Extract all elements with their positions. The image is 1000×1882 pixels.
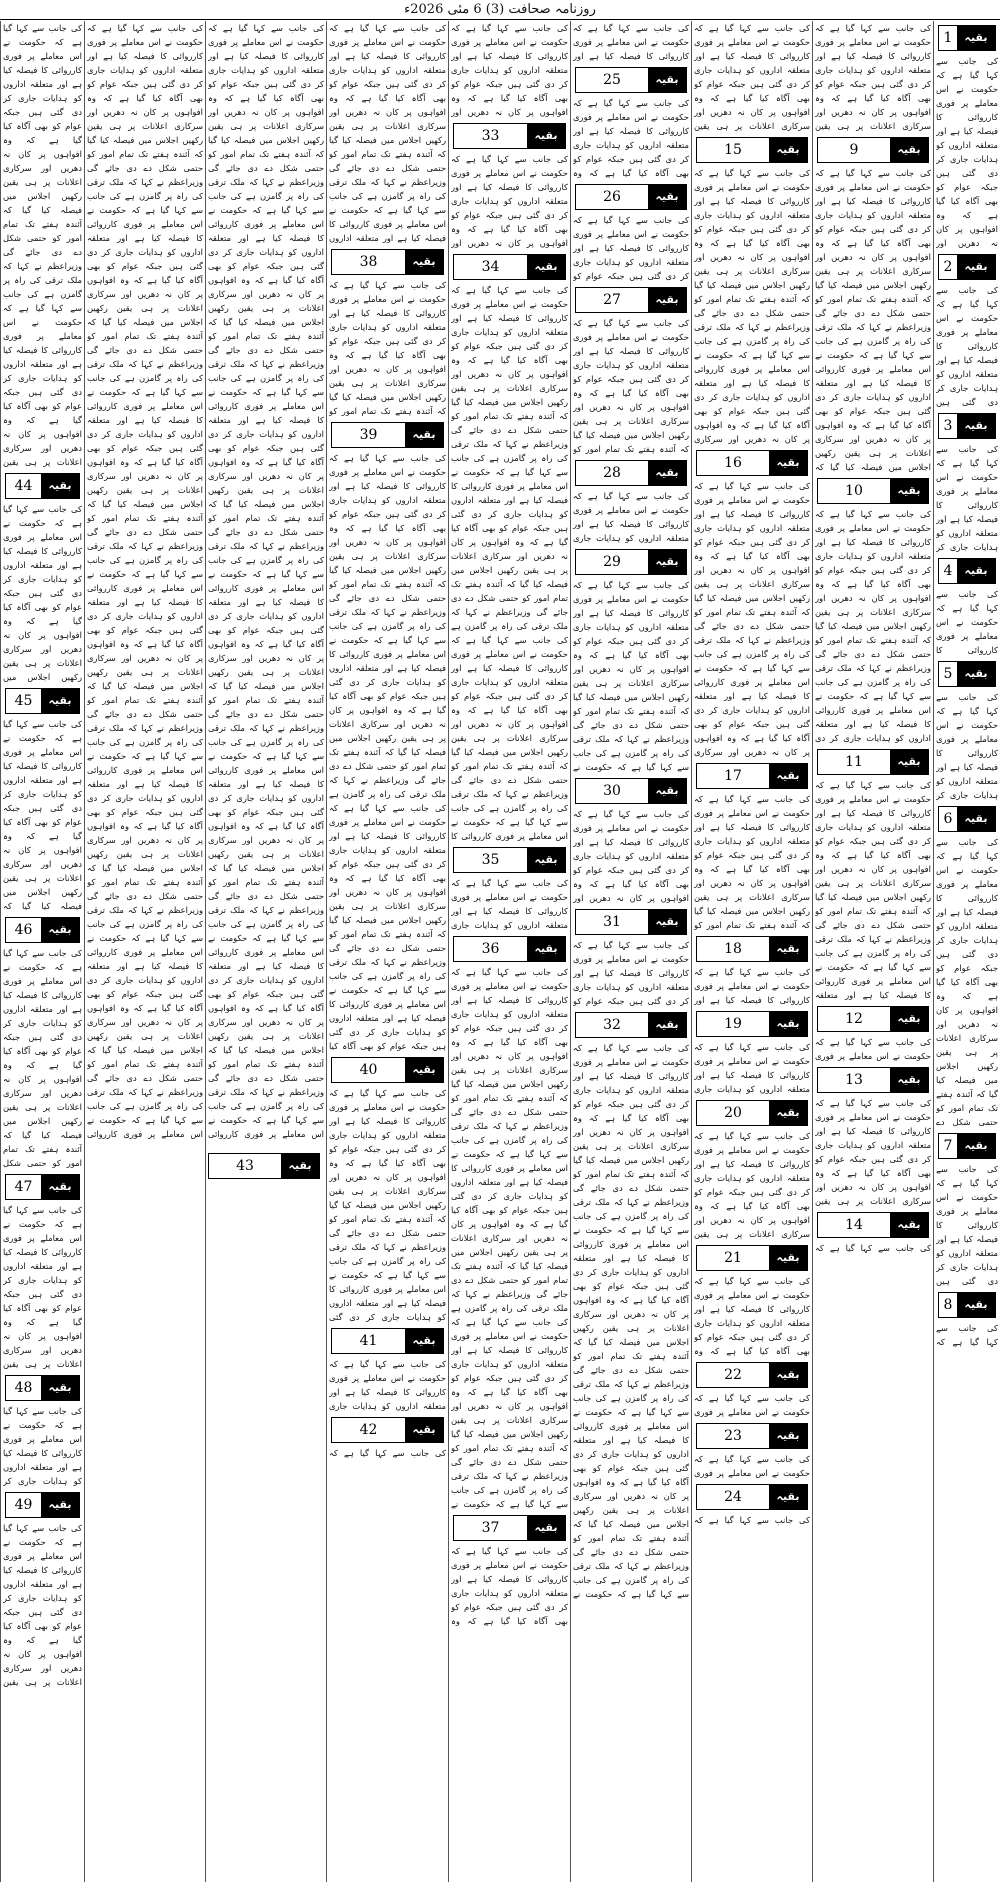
continuation-number: 3 [943,418,953,434]
continuation-tag [938,1292,996,1318]
continuation-tag [5,917,80,943]
continuation-number: 48 [14,1380,33,1396]
continuation-number: 7 [943,1138,953,1154]
article-text: کی جانب سے کہا گیا ہے کہ حکومت نے اس معاملے پر فوری کارروائی کا فیصلہ کیا ہے اور متعلقہ اداروں کو ہدایات جاری کر دی گئی ہیں جبکہ عوام کو بھی آگاہ کیا گیا ہے کہ وہ افواہوں پر کان نہ دھریں اور [936,56,998,248]
continuation-number: 24 [724,1489,742,1505]
article-text: کی جانب سے کہا گیا ہے کہ حکومت نے اس معاملے پر فوری کارروائی کا فیصلہ کیا ہے اور متعلقہ اداروں کو ہدایات جاری کر دی گئی ہیں جبکہ عوام کو بھی آگاہ کیا گیا ہے کہ وہ افواہوں پر کان نہ دھریں اور سرکاری اعلانات پر ہی یقین رکھیں اجلاس میں فیصلہ کیا گیا کہ آئندہ ہفتے تک تمام امور کو حتمی شکل دے دی جائے گی وزیراعظم نے کہا کہ ملک ترقی کی راہ پر گامزن ہے کی جانب سے کہا گیا ہے کہ حکومت نے اس معاملے پر فوری کارروائی کا فیصلہ کیا ہے اور متعلقہ اداروں کو ہدایات جاری کر دی گئی ہیں جبکہ عوام کو بھی آگاہ کیا گیا ہے کہ وہ افواہوں پر کان نہ دھریں اور سرکاری [694,481,810,757]
article-text: کی جانب سے کہا گیا ہے کہ حکومت نے اس معاملے پر فوری کارروائی کا فیصلہ کیا ہے اور متعلقہ اداروں کو ہدایات جاری کر دی گئی ہیں جبکہ عوام کو بھی آگاہ کیا گیا ہے کہ وہ افواہوں پر کان نہ دھریں اور [573,809,689,903]
continuation-tag [5,1174,80,1200]
continuation-tag [453,123,566,149]
continuation-label: بقیہ [957,255,995,279]
continuation-label: بقیہ [527,937,565,961]
continuation-number: 26 [603,189,621,205]
continuation-block-6 [936,802,998,1129]
continuation-label: بقیہ [890,138,928,162]
continuation-label: بقیہ [890,1007,928,1031]
continuation-number: 43 [236,1158,254,1174]
continuation-label: بقیہ [769,138,807,162]
continuation-label: بقیہ [957,26,995,50]
article-text: کی جانب سے کہا گیا ہے کہ حکومت نے اس معاملے پر فوری کارروائی کا فیصلہ کیا ہے اور متعلقہ اداروں کو ہدایات جاری کر دی گئی ہیں جبکہ عوام کو بھی آگاہ کیا گیا ہے کہ وہ افواہوں پر کان نہ دھریں اور سرکاری اعلانات پر ہی یقین رکھیں اجلاس میں فیصلہ کیا گیا کہ [3,719,82,911]
article-text: کی جانب سے کہا گیا ہے کہ حکومت نے اس معاملے پر فوری کارروائی کا [936,589,998,655]
continuation-tag [696,1362,808,1388]
continuation-label: بقیہ [769,451,807,475]
article-text: کی جانب سے کہا گیا ہے کہ حکومت نے اس معاملے پر فوری کارروائی کا فیصلہ کیا ہے اور متعلقہ اداروں کو ہدایات جاری کر دی گئی ہیں جبکہ عوام کو بھی آگاہ کیا گیا ہے کہ وہ افواہوں پر کان نہ دھریں اور سرکاری اعلانات پر ہی یقین رکھیں اجلاس میں فیصلہ کیا گیا کہ آئندہ ہفتے تک تمام امور کو حتمی شکل دے دی جائے گی وزیراعظم نے کہا کہ ملک ترقی کی راہ پر گامزن ہے کی جانب سے کہا گیا ہے کہ حکومت نے اس معاملے پر فوری کارروائی کا فیصلہ کیا ہے اور متعلقہ اداروں کو ہدایات جاری کر دی [815,509,931,743]
article-text: کی جانب سے کہا گیا ہے کہ حکومت نے اس معاملے پر فوری کارروائی کا فیصلہ کیا ہے اور متعلقہ اداروں کو ہدایات جاری کر دی گئی ہیں جبکہ عوام کو بھی آگاہ کیا گیا ہے کہ وہ افواہوں پر کان نہ دھریں اور [451,23,568,117]
continuation-tag [575,287,687,313]
continuation-label: بقیہ [890,750,928,774]
article-text: کی جانب سے کہا گیا ہے کہ حکومت نے اس معاملے پر فوری کارروائی کا فیصلہ کیا ہے اور متعلقہ اداروں کو ہدایات جاری کر دی گئی ہیں جبکہ عوام کو بھی آگاہ کیا گیا ہے کہ وہ افواہوں پر کان نہ دھریں اور سرکاری اعلانات پر ہی یقین رکھیں اجلاس میں فیصلہ کیا گیا کہ آئندہ ہفتے تک تمام امور کو حتمی شکل دے دی جائے گی وزیراعظم نے کہا کہ ملک ترقی کی راہ پر گامزن ہے کی جانب سے کہا گیا ہے کہ حکومت نے اس معاملے پر فوری کارروائی کا فیصلہ کیا ہے اور متعلقہ اداروں کو ہدایات جاری کر دی گئی ہیں جبکہ عوام کو بھی آگاہ کیا گیا ہے کہ وہ افواہوں پر کان نہ دھریں اور سرکاری اعلانات پر ہی یقین [3,23,82,467]
article-text: کی جانب سے کہا گیا ہے کہ حکومت نے اس معاملے پر فوری کارروائی کا فیصلہ کیا ہے اور متعلقہ اداروں کو ہدایات جاری کر دی گئی ہیں جبکہ عوام کو بھی آگاہ کیا گیا ہے کہ وہ افواہوں پر کان نہ دھریں اور سرکاری اعلانات پر ہی یقین رکھیں اجلاس میں فیصلہ کیا گیا کہ آئندہ ہفتے تک تمام امور کو حتمی شکل دے دی جائے گی وزیراعظم نے کہا کہ ملک ترقی کی راہ پر گامزن ہے کی جانب سے کہا گیا ہے کہ حکومت نے اس معاملے پر فوری کارروائی کا فیصلہ کیا ہے اور متعلقہ [815,780,931,1000]
continuation-block-15 [694,133,810,446]
article-text: کی جانب سے کہا گیا ہے کہ حکومت نے اس معاملے پر فوری کارروائی کا فیصلہ کیا ہے اور متعلقہ اداروں کو ہدایات جاری کر دی گئی ہیں جبکہ عوام کو بھی آگاہ کیا گیا ہے کہ وہ افواہوں پر کان نہ دھریں اور سرکاری اعلانات پر ہی یقین رکھیں اجلاس میں فیصلہ کیا گیا کہ آئندہ ہفتے تک تمام امور کو حتمی شکل دے دی جائے گی وزیراعظم نے کہا کہ ملک ترقی کی راہ پر گامزن ہے کی جانب سے کہا گیا ہے کہ حکومت نے اس معاملے پر فوری کارروائی کا فیصلہ کیا ہے اور متعلقہ اداروں کو ہدایات جاری کر دی گئی [329,1088,446,1322]
continuation-block-1 [936,21,998,250]
continuation-block-21 [694,1241,810,1358]
article-text: کی جانب سے کہا گیا ہے کہ حکومت نے اس معاملے پر فوری کارروائی کا فیصلہ کیا ہے اور متعلقہ اداروں کو ہدایات جاری کر [936,444,998,552]
continuation-tag [817,1212,929,1238]
continuation-label: بقیہ [648,779,686,803]
article-text: کی جانب سے کہا گیا ہے کہ حکومت نے اس معاملے پر فوری کارروائی کا فیصلہ کیا ہے اور متعلقہ اداروں کو ہدایات جاری [329,1359,446,1411]
continuation-block-24 [694,1480,810,1527]
masthead [0,0,1000,20]
continuation-number: 46 [14,922,33,938]
newspaper-page [0,21,1000,1882]
continuation-block-47 [3,1170,82,1371]
article-text: کی جانب سے کہا گیا ہے کہ [815,1243,931,1253]
article-text: کی جانب سے کہا گیا ہے کہ حکومت نے اس معاملے پر فوری کارروائی کا فیصلہ کیا ہے اور متعلقہ اداروں کو ہدایات جاری کر دی گئی ہیں جبکہ عوام کو بھی آگاہ کیا گیا ہے کہ وہ افواہوں پر کان نہ دھریں اور سرکاری اعلانات پر ہی یقین [694,23,810,131]
continuation-number: 34 [481,259,500,275]
continuation-block-46 [3,913,82,1170]
continuation-tag [575,67,687,93]
continuation-tag [817,1067,929,1093]
continuation-tag [575,184,687,210]
continuation-block-8 [936,1288,998,1349]
continuation-label: بقیہ [41,1175,79,1199]
continuation-label: بقیہ [769,1101,807,1125]
continuation-tag [453,936,566,962]
continuation-tag [575,549,687,575]
article-text: کی جانب سے کہا گیا ہے کہ حکومت نے اس معاملے پر فوری کارروائی کا فیصلہ کیا ہے اور متعلقہ اداروں کو ہدایات جاری کر دی گئی ہیں جبکہ عوام کو بھی آگاہ کیا گیا ہے کہ وہ افواہوں پر کان نہ دھریں اور سرکاری اعلانات پر ہی یقین رکھیں اجلاس میں فیصلہ کیا گیا کہ آئندہ ہفتے تک تمام امور کو حتمی شکل دے دی جائے گی وزیراعظم نے کہا کہ ملک ترقی کی راہ پر گامزن ہے کی جانب سے کہا گیا ہے کہ حکومت نے اس معاملے پر فوری کارروائی کا فیصلہ کیا ہے اور متعلقہ اداروں کو ہدایات جاری کر دی گئی ہیں جبکہ عوام کو بھی آگاہ کیا گیا ہے کہ وہ افواہوں پر کان نہ دھریں اور سرکاری اعلانات پر ہی یقین رکھیں اجلاس میں فیصلہ کیا گیا کہ [815,168,931,472]
continuation-number: 40 [359,1062,378,1078]
continuation-tag [575,909,687,935]
continuation-label: بقیہ [648,288,686,312]
continuation-number: 22 [724,1367,742,1383]
article-text: کی جانب سے کہا گیا ہے کہ حکومت نے اس معاملے پر فوری کارروائی کا فیصلہ کیا ہے اور متعلقہ اداروں کو ہدایات جاری کر [3,1406,82,1486]
continuation-tag [696,137,808,163]
continuation-number: 9 [849,142,859,158]
continuation-block-34 [451,250,568,843]
continuation-tag [938,1133,996,1159]
continuation-label: بقیہ [648,68,686,92]
article-text: کی جانب سے کہا گیا ہے کہ حکومت نے اس معاملے پر فوری کارروائی کا فیصلہ کیا ہے اور متعلقہ اداروں کو ہدایات جاری کر دی گئی ہیں [936,1164,998,1286]
continuation-number: 32 [603,1017,621,1033]
continuation-block-19 [694,1007,810,1096]
continuation-label: بقیہ [890,1068,928,1092]
continuation-block-30 [573,774,689,905]
continuation-tag [938,806,996,832]
article-text: کی جانب سے کہا گیا ہے کہ حکومت نے اس معاملے پر فوری [694,1393,810,1417]
continuation-number: 23 [724,1428,742,1444]
continuation-number: 16 [724,455,742,471]
continuation-label: بقیہ [405,423,443,447]
continuation-block-27 [573,283,689,456]
column-8 [84,21,205,1882]
continuation-block-4 [936,554,998,657]
continuation-label: بقیہ [405,1418,443,1442]
continuation-block-5 [936,657,998,802]
continuation-label: بقیہ [957,807,995,831]
continuation-label: بقیہ [41,689,79,713]
continuation-number: 8 [943,1297,953,1313]
article-text: کی جانب سے کہا گیا ہے کہ حکومت نے اس معاملے پر فوری کارروائی کا فیصلہ کیا ہے اور متعلقہ اداروں کو ہدایات جاری کر دی گئی ہیں جبکہ عوام کو بھی آگاہ کیا گیا ہے کہ وہ [694,1276,810,1356]
continuation-number: 49 [14,1497,33,1513]
article-text: کی جانب سے کہا گیا ہے کہ حکومت نے اس معاملے پر فوری کارروائی کا فیصلہ کیا ہے اور متعلقہ اداروں کو ہدایات جاری [451,878,568,930]
continuation-tag [331,1328,444,1354]
continuation-tag [696,1484,808,1510]
continuation-number: 5 [943,666,953,682]
article-text: کی جانب سے کہا گیا ہے کہ حکومت نے اس معاملے پر فوری کارروائی کا فیصلہ کیا ہے اور متعلقہ اداروں کو ہدایات جاری کر دی گئی ہیں جبکہ عوام کو بھی آگاہ کیا گیا ہے کہ وہ [573,98,689,178]
continuation-tag [575,1012,687,1038]
continuation-block-45 [3,684,82,913]
article-text: کی جانب سے کہا گیا ہے کہ حکومت نے اس معاملے پر فوری کارروائی کا فیصلہ کیا ہے اور متعلقہ اداروں کو ہدایات جاری [694,1042,810,1094]
continuation-label: بقیہ [405,1329,443,1353]
article-text: کی جانب سے کہا گیا ہے کہ حکومت نے اس معاملے پر فوری کارروائی کا فیصلہ کیا ہے اور متعلقہ اداروں کو ہدایات جاری کر دی گئی ہیں جبکہ عوام کو بھی آگاہ کیا گیا ہے کہ وہ افواہوں پر کان نہ دھریں اور سرکاری اعلانات پر ہی یقین رکھیں اجلاس میں فیصلہ کیا گیا کہ آئندہ ہفتے تک تمام امور کو حتمی شکل دے دی جائے گی وزیراعظم نے کہا کہ ملک ترقی کی راہ پر گامزن ہے کی جانب سے کہا گیا ہے کہ حکومت نے [573,580,689,772]
continuation-label: بقیہ [648,185,686,209]
continuation-number: 36 [481,941,500,957]
masthead-title: روزنامہ صحافت (3) 6 مئی 2026ء [404,2,596,17]
continuation-block-10 [815,474,931,745]
continuation-label: بقیہ [957,1134,995,1158]
continuation-tag [696,1100,808,1126]
continuation-block-32 [573,1008,689,1601]
continuation-block-29 [573,545,689,774]
continuation-number: 29 [603,554,621,570]
article-text: کی جانب سے کہا گیا ہے کہ حکومت نے اس معاملے پر فوری کارروائی کا فیصلہ کیا ہے اور متعلقہ اداروں کو ہدایات جاری کر دی گئی ہیں جبکہ عوام کو بھی آگاہ کیا گیا ہے کہ وہ افواہوں پر کان نہ دھریں اور سرکاری اعلانات پر ہی یقین رکھیں اجلاس میں فیصلہ کیا گیا کہ آئندہ ہفتے تک تمام امور کو حتمی شکل دے دی جائے گی وزیراعظم نے کہا کہ ملک ترقی کی راہ پر گامزن ہے کی جانب سے کہا گیا ہے کہ حکومت نے اس معاملے پر فوری کارروائی کا فیصلہ کیا ہے اور متعلقہ اداروں [329,23,446,243]
continuation-label: بقیہ [648,461,686,485]
article-text: کی جانب سے کہا گیا ہے کہ [936,1323,998,1347]
continuation-tag [696,1011,808,1037]
continuation-label: بقیہ [769,1424,807,1448]
article-block [573,21,689,63]
article-text: کی جانب سے کہا گیا ہے کہ حکومت نے اس معاملے پر فوری کارروائی کا فیصلہ کیا ہے اور متعلقہ اداروں کو ہدایات جاری کر دی گئی ہیں جبکہ عوام کو بھی آگاہ کیا گیا ہے کہ وہ افواہوں پر کان نہ دھریں اور سرکاری اعلانات پر ہی یقین رکھیں اجلاس میں فیصلہ کیا گیا کہ آئندہ ہفتے تک تمام امور کو حتمی شکل دے دی جائے گی وزیراعظم نے کہا کہ ملک ترقی کی راہ پر گامزن ہے کی جانب سے کہا گیا ہے کہ حکومت نے اس معاملے پر فوری کارروائی کا فیصلہ کیا ہے اور متعلقہ اداروں کو ہدایات جاری کر دی گئی ہیں جبکہ عوام کو بھی آگاہ کیا گیا ہے کہ وہ افواہوں پر کان نہ دھریں اور سرکاری اعلانات پر ہی یقین رکھیں اجلاس میں فیصلہ کیا گیا کہ آئندہ ہفتے تک تمام امور کو حتمی شکل دے دی جائے گی وزیراعظم نے کہا کہ ملک ترقی کی راہ پر گامزن ہے کی جانب سے کہا گیا ہے کہ حکومت نے اس معاملے پر فوری کارروائی کا فیصلہ کیا ہے اور متعلقہ اداروں کو ہدایات جاری کر دی گئی ہیں جبکہ عوام کو بھی آگاہ کیا گیا ہے کہ وہ افواہوں پر کان نہ دھریں اور سرکاری اعلانات پر ہی یقین رکھیں اجلاس میں فیصلہ کیا گیا کہ آئندہ ہفتے تک تمام امور کو حتمی شکل دے دی جائے گی وزیراعظم نے کہا کہ ملک ترقی کی راہ پر گامزن ہے کی جانب سے کہا گیا ہے کہ حکومت نے اس معاملے پر فوری کارروائی کا فیصلہ کیا ہے اور متعلقہ اداروں کو ہدایات جاری کر دی گئی ہیں جبکہ عوام کو بھی آگاہ کیا گیا ہے کہ وہ افواہوں پر کان نہ دھریں اور سرکاری اعلانات پر ہی یقین رکھیں اجلاس میں فیصلہ کیا گیا کہ آئندہ ہفتے تک تمام امور کو حتمی شکل دے دی جائے گی وزیراعظم نے کہا کہ ملک ترقی کی راہ پر گامزن ہے کی جانب سے کہا گیا ہے کہ حکومت نے اس معاملے پر فوری کارروائی کا فیصلہ کیا ہے اور متعلقہ اداروں کو ہدایات جاری کر دی گئی ہیں جبکہ عوام کو بھی آگاہ کیا گیا ہے کہ وہ افواہوں پر کان نہ دھریں اور سرکاری اعلانات پر ہی یقین رکھیں اجلاس میں فیصلہ کیا گیا کہ آئندہ ہفتے تک تمام امور کو حتمی شکل دے دی جائے گی وزیراعظم نے کہا کہ ملک ترقی کی راہ پر گامزن ہے کی جانب سے کہا گیا ہے کہ حکومت نے اس معاملے پر فوری کارروائی کا فیصلہ کیا ہے اور متعلقہ اداروں کو ہدایات جاری کر دی گئی ہیں جبکہ عوام کو بھی آگاہ کیا گیا ہے کہ وہ افواہوں پر کان نہ دھریں اور سرکاری اعلانات پر ہی یقین رکھیں اجلاس میں فیصلہ کیا گیا کہ آئندہ ہفتے تک تمام امور کو حتمی شکل دے دی جائے گی وزیراعظم نے کہا کہ ملک ترقی کی راہ پر گامزن ہے کی جانب سے کہا گیا ہے کہ حکومت نے اس معاملے پر فوری کارروائی [87,23,203,1139]
continuation-block-12 [815,1002,931,1063]
continuation-number: 45 [14,693,33,709]
column-9 [0,21,84,1882]
article-text: کی جانب سے کہا گیا ہے کہ حکومت نے اس معاملے پر فوری کارروائی کا فیصلہ کیا ہے اور متعلقہ اداروں کو ہدایات جاری کر دی گئی ہیں جبکہ عوام کو بھی آگاہ کیا گیا ہے کہ وہ افواہوں پر کان نہ دھریں اور سرکاری اعلانات پر ہی یقین [815,1098,931,1206]
continuation-tag [453,1515,566,1541]
continuation-tag [5,688,80,714]
continuation-block-31 [573,905,689,1008]
continuation-number: 20 [724,1105,742,1121]
article-text: کی جانب سے کہا گیا ہے کہ حکومت نے اس معاملے پر فوری کارروائی کا فیصلہ کیا ہے اور متعلقہ اداروں کو ہدایات جاری کر دی گئی ہیں جبکہ عوام کو بھی آگاہ کیا گیا ہے کہ وہ افواہوں پر کان نہ دھریں اور سرکاری اعلانات پر ہی یقین رکھیں اجلاس میں فیصلہ کیا گیا کہ آئندہ ہفتے تک تمام امور کو حتمی شکل دے دی جائے گی وزیراعظم نے کہا کہ ملک ترقی کی راہ پر گامزن ہے کی جانب سے کہا گیا ہے کہ حکومت نے اس معاملے پر فوری کارروائی کا فیصلہ کیا ہے اور متعلقہ اداروں کو ہدایات جاری کر دی گئی ہیں جبکہ عوام کو بھی آگاہ کیا گیا ہے کہ وہ افواہوں پر کان نہ دھریں اور سرکاری اعلانات پر ہی یقین رکھیں اجلاس میں فیصلہ کیا گیا کہ آئندہ ہفتے تک تمام امور کو حتمی شکل دے دی جائے گی وزیراعظم نے کہا کہ ملک ترقی کی راہ پر گامزن ہے کی جانب سے کہا گیا ہے کہ حکومت نے اس معاملے پر فوری کارروائی کا فیصلہ کیا ہے اور متعلقہ اداروں کو ہدایات جاری کر دی گئی ہیں جبکہ عوام کو بھی آگاہ کیا گیا ہے کہ وہ افواہوں پر کان نہ دھریں اور سرکاری اعلانات پر ہی یقین رکھیں اجلاس میں فیصلہ کیا گیا کہ آئندہ ہفتے تک تمام امور کو حتمی شکل دے دی جائے گی وزیراعظم نے کہا کہ ملک ترقی کی راہ پر گامزن ہے کی جانب سے کہا گیا ہے کہ حکومت نے [573,1043,689,1599]
continuation-block-22 [694,1358,810,1419]
continuation-block-38 [329,245,446,418]
article-text: کی جانب سے کہا گیا ہے کہ حکومت نے اس معاملے پر فوری کارروائی کا فیصلہ کیا ہے اور متعلقہ اداروں کو ہدایات جاری کر دی گئی ہیں جبکہ عوام کو بھی آگاہ کیا گیا ہے کہ وہ افواہوں پر کان نہ دھریں اور سرکاری اعلانات پر ہی یقین رکھیں اجلاس میں فیصلہ کیا گیا کہ آئندہ ہفتے تک تمام امور کو [329,280,446,416]
continuation-block-36 [451,932,568,1511]
continuation-block-25 [573,63,689,180]
article-text: کی جانب سے کہا گیا ہے کہ حکومت نے اس معاملے پر فوری کارروائی کا فیصلہ کیا ہے اور متعلقہ اداروں کو ہدایات جاری کر دی گئی ہیں جبکہ عوام کو بھی آگاہ کیا گیا ہے کہ وہ افواہوں پر کان نہ دھریں اور سرکاری اعلانات پر ہی یقین [3,1523,82,1687]
continuation-label: بقیہ [769,937,807,961]
continuation-label: بقیہ [890,1213,928,1237]
article-block [329,21,446,245]
article-text: کی جانب سے کہا گیا ہے کہ [329,1448,446,1458]
continuation-block-20 [694,1096,810,1241]
column-4 [570,21,691,1882]
continuation-tag [938,254,996,280]
continuation-tag [696,450,808,476]
article-text: کی جانب سے کہا گیا ہے کہ حکومت نے اس معاملے پر فوری کارروائی کا فیصلہ کیا ہے اور متعلقہ اداروں کو ہدایات جاری کر دی گئی ہیں جبکہ عوام کو بھی آگاہ کیا گیا ہے کہ وہ افواہوں پر کان نہ دھریں اور [451,154,568,248]
article-text: کی جانب سے کہا گیا ہے کہ حکومت نے اس معاملے پر فوری کارروائی کا فیصلہ کیا ہے اور متعلقہ اداروں کو ہدایات جاری کر [936,692,998,800]
continuation-label: بقیہ [281,1154,319,1178]
continuation-label: بقیہ [648,550,686,574]
continuation-label: بقیہ [527,1516,565,1540]
column-5 [448,21,570,1882]
continuation-label: بقیہ [957,414,995,438]
continuation-block-39 [329,418,446,1053]
article-text: کی جانب سے کہا گیا ہے کہ حکومت نے اس معاملے پر فوری کارروائی کا فیصلہ کیا ہے اور متعلقہ اداروں کو ہدایات جاری کر دی گئی ہیں جبکہ عوام کو بھی آگاہ کیا گیا ہے کہ وہ افواہوں پر کان نہ دھریں اور سرکاری اعلانات پر ہی یقین رکھیں اجلاس میں فیصلہ کیا گیا کہ آئندہ ہفتے تک تمام امور کو حتمی شکل دے [936,837,998,1127]
continuation-block-16 [694,446,810,759]
continuation-tag [696,1245,808,1271]
continuation-number: 15 [724,142,742,158]
continuation-tag [696,1423,808,1449]
continuation-block-14 [815,1208,931,1255]
continuation-block-11 [815,745,931,1002]
column-3 [691,21,812,1882]
article-text: کی جانب سے کہا گیا ہے کہ حکومت نے اس معاملے پر فوری کارروائی کا فیصلہ کیا ہے اور متعلقہ اداروں کو ہدایات جاری کر دی گئی ہیں جبکہ عوام کو بھی آگاہ کیا گیا ہے کہ وہ افواہوں پر کان نہ دھریں اور سرکاری اعلانات پر ہی یقین [694,1131,810,1239]
continuation-number: 28 [603,465,621,481]
continuation-block-35 [451,843,568,932]
continuation-tag [938,661,996,687]
continuation-number: 27 [603,292,621,308]
continuation-block-28 [573,456,689,545]
continuation-number: 12 [845,1011,863,1027]
continuation-number: 18 [724,941,742,957]
continuation-block-17 [694,759,810,932]
continuation-tag [331,249,444,275]
continuation-tag-43 [208,1153,320,1179]
continuation-label: بقیہ [769,764,807,788]
continuation-number: 1 [943,30,953,46]
article-block [3,21,82,469]
continuation-number: 35 [481,852,500,868]
continuation-number: 30 [603,783,621,799]
continuation-tag [5,473,80,499]
column-7 [205,21,326,1882]
continuation-number: 17 [724,768,742,784]
continuation-tag [817,478,929,504]
article-text: کی جانب سے کہا گیا ہے کہ حکومت نے اس معاملے پر فوری کارروائی کا فیصلہ کیا ہے اور متعلقہ اداروں کو ہدایات جاری کر دی گئی ہیں جبکہ عوام کو بھی آگاہ کیا گیا ہے کہ وہ افواہوں پر کان نہ دھریں اور سرکاری اعلانات پر ہی یقین رکھیں اجلاس میں فیصلہ کیا گیا کہ آئندہ ہفتے تک تمام امور کو حتمی شکل دے دی جائے گی وزیراعظم نے کہا کہ ملک ترقی کی راہ پر گامزن ہے کی جانب سے کہا گیا ہے کہ حکومت نے اس معاملے پر فوری کارروائی کا فیصلہ کیا ہے اور متعلقہ اداروں کو ہدایات جاری کر دی گئی ہیں جبکہ عوام کو بھی آگاہ کیا گیا ہے کہ وہ افواہوں پر کان نہ دھریں اور سرکاری اعلانات پر ہی یقین رکھیں اجلاس میں فیصلہ کیا گیا کہ آئندہ ہفتے تک تمام امور کو حتمی شکل دے دی جائے گی وزیراعظم نے کہا کہ ملک ترقی کی راہ پر گامزن ہے کی جانب سے کہا گیا ہے کہ حکومت نے اس معاملے پر فوری کارروائی کا فیصلہ کیا ہے اور متعلقہ اداروں کو ہدایات جاری کر دی گئی ہیں جبکہ عوام کو بھی آگاہ کیا گیا ہے کہ وہ افواہوں پر کان نہ دھریں اور سرکاری اعلانات پر ہی یقین رکھیں اجلاس میں فیصلہ کیا گیا کہ آئندہ ہفتے تک تمام امور کو حتمی شکل دے دی جائے گی وزیراعظم نے کہا کہ ملک ترقی کی راہ پر گامزن ہے کی جانب سے کہا گیا ہے کہ حکومت نے اس معاملے پر فوری کارروائی کا فیصلہ کیا ہے اور متعلقہ اداروں کو ہدایات جاری کر دی گئی ہیں جبکہ عوام کو بھی آگاہ کیا [329,453,446,1051]
continuation-tag [331,1057,444,1083]
continuation-block-44 [3,469,82,684]
continuation-block-42 [329,1413,446,1460]
continuation-block-33 [451,119,568,250]
continuation-label: بقیہ [41,474,79,498]
continuation-tag [575,778,687,804]
continuation-label: بقیہ [41,1493,79,1517]
continuation-label: بقیہ [769,1012,807,1036]
continuation-tag [575,460,687,486]
continuation-tag [331,1417,444,1443]
continuation-label: بقیہ [957,1293,995,1317]
article-text: کی جانب سے کہا گیا ہے کہ حکومت نے اس معاملے پر فوری [815,1037,931,1061]
article-text: کی جانب سے کہا گیا ہے کہ حکومت نے اس معاملے پر فوری کارروائی کا فیصلہ کیا ہے اور متعلقہ اداروں کو ہدایات جاری کر دی گئی ہیں جبکہ عوام کو بھی آگاہ کیا گیا ہے کہ وہ افواہوں پر کان نہ دھریں اور سرکاری اعلانات پر ہی یقین رکھیں اجلاس میں [3,504,82,682]
continuation-number: 6 [943,811,953,827]
article-text: کی جانب سے کہا گیا ہے کہ حکومت نے اس معاملے پر فوری کارروائی کا فیصلہ کیا ہے اور متعلقہ اداروں کو ہدایات جاری کر دی گئی ہیں جبکہ عوام کو [573,940,689,1006]
continuation-number: 11 [845,754,863,770]
continuation-tag [453,254,566,280]
continuation-tag [938,25,996,51]
continuation-label: بقیہ [648,910,686,934]
article-text: کی جانب سے کہا گیا ہے کہ حکومت نے اس معاملے پر فوری کارروائی کا فیصلہ کیا ہے اور متعلقہ اداروں کو ہدایات جاری [573,491,689,543]
continuation-number: 39 [359,427,378,443]
continuation-number: 13 [845,1072,863,1088]
continuation-number: 37 [481,1520,500,1536]
continuation-number: 42 [359,1422,378,1438]
article-text: کی جانب سے کہا گیا ہے کہ حکومت نے اس معاملے پر فوری [694,1454,810,1478]
continuation-block-23 [694,1419,810,1480]
continuation-block-26 [573,180,689,283]
continuation-number: 19 [724,1016,742,1032]
continuation-label: بقیہ [957,662,995,686]
continuation-number: 33 [481,128,500,144]
continuation-tag [817,749,929,775]
article-text: کی جانب سے کہا گیا ہے کہ حکومت نے اس معاملے پر فوری کارروائی کا فیصلہ کیا ہے اور متعلقہ اداروں کو ہدایات جاری کر دی گئی ہیں [936,285,998,407]
article-text: کی جانب سے کہا گیا ہے کہ حکومت نے اس معاملے پر فوری کارروائی کا فیصلہ کیا ہے اور متعلقہ اداروں کو ہدایات جاری کر دی گئی ہیں جبکہ عوام کو بھی آگاہ کیا گیا ہے کہ وہ [451,1546,568,1626]
column-1 [933,21,1000,1882]
continuation-tag [938,558,996,584]
continuation-tag [938,413,996,439]
article-text: کی جانب سے کہا گیا ہے کہ حکومت نے اس معاملے پر فوری کارروائی کا فیصلہ کیا ہے اور متعلقہ اداروں کو ہدایات جاری کر دی گئی ہیں جبکہ عوام کو بھی آگاہ کیا گیا ہے کہ وہ افواہوں پر کان نہ دھریں اور سرکاری اعلانات پر ہی یقین رکھیں اجلاس میں فیصلہ کیا گیا کہ آئندہ ہفتے تک تمام امور کو [573,318,689,454]
continuation-block-41 [329,1324,446,1413]
article-block [208,21,324,1141]
article-text: کی جانب سے کہا گیا ہے کہ حکومت نے اس معاملے پر فوری کارروائی کا فیصلہ کیا ہے اور متعلقہ اداروں کو ہدایات جاری کر دی گئی ہیں جبکہ عوام کو بھی آگاہ کیا گیا ہے کہ وہ افواہوں پر کان نہ دھریں اور سرکاری اعلانات پر ہی یقین رکھیں اجلاس میں فیصلہ کیا گیا کہ آئندہ ہفتے تک تمام امور کو حتمی شکل دے دی جائے گی وزیراعظم نے کہا کہ ملک ترقی کی راہ پر گامزن ہے کی جانب سے کہا گیا ہے کہ حکومت نے اس معاملے پر فوری کارروائی کا فیصلہ کیا ہے اور متعلقہ اداروں کو ہدایات جاری کر دی گئی ہیں جبکہ عوام کو بھی آگاہ کیا گیا ہے کہ وہ افواہوں پر کان نہ دھریں اور سرکاری اعلانات پر ہی یقین رکھیں اجلاس میں فیصلہ کیا گیا کہ آئندہ ہفتے تک تمام امور کو حتمی شکل دے دی جائے گی وزیراعظم نے کہا کہ ملک ترقی کی راہ پر گامزن ہے کی جانب سے کہا گیا ہے کہ حکومت نے اس معاملے پر فوری کارروائی کا فیصلہ کیا ہے اور متعلقہ اداروں کو ہدایات جاری کر دی گئی ہیں جبکہ عوام کو بھی آگاہ کیا گیا ہے کہ وہ افواہوں پر کان نہ دھریں اور سرکاری اعلانات پر ہی یقین رکھیں اجلاس میں فیصلہ کیا گیا کہ آئندہ ہفتے تک تمام امور کو حتمی شکل دے دی جائے گی وزیراعظم نے کہا کہ ملک ترقی کی راہ پر گامزن ہے کی جانب سے کہا گیا ہے کہ حکومت نے [451,967,568,1509]
continuation-label: بقیہ [890,479,928,503]
continuation-tag [817,137,929,163]
continuation-number: 31 [603,914,621,930]
continuation-number: 14 [845,1217,863,1233]
continuation-label: بقیہ [527,255,565,279]
continuation-tag [696,763,808,789]
article-text: کی جانب سے کہا گیا ہے کہ حکومت نے اس معاملے پر فوری کارروائی کا فیصلہ کیا ہے اور متعلقہ اداروں کو ہدایات جاری کر دی گئی ہیں جبکہ عوام کو بھی آگاہ کیا گیا ہے کہ وہ افواہوں پر کان نہ دھریں اور سرکاری اعلانات پر ہی یقین رکھیں اجلاس میں فیصلہ کیا گیا کہ آئندہ ہفتے تک تمام امور کو حتمی شکل دے دی جائے گی وزیراعظم نے کہا کہ ملک ترقی کی راہ پر گامزن ہے کی جانب سے کہا گیا ہے کہ حکومت نے اس معاملے پر فوری کارروائی کا فیصلہ کیا ہے اور متعلقہ اداروں کو ہدایات جاری کر دی گئی ہیں جبکہ عوام کو بھی آگاہ کیا گیا ہے کہ وہ افواہوں پر کان نہ دھریں اور سرکاری [694,168,810,444]
continuation-label: بقیہ [41,1376,79,1400]
continuation-tag [5,1375,80,1401]
continuation-label: بقیہ [405,250,443,274]
article-block [451,21,568,119]
continuation-tag [5,1492,80,1518]
continuation-tag [331,422,444,448]
continuation-number: 47 [14,1179,33,1195]
continuation-block-3 [936,409,998,554]
continuation-label: بقیہ [769,1363,807,1387]
continuation-block-7 [936,1129,998,1288]
continuation-number: 44 [14,478,33,494]
continuation-label: بقیہ [405,1058,443,1082]
continuation-number: 21 [724,1250,742,1266]
article-text: کی جانب سے کہا گیا ہے کہ حکومت نے اس معاملے پر فوری کارروائی کا فیصلہ کیا ہے اور متعلقہ اداروں کو ہدایات جاری کر دی گئی ہیں جبکہ عوام کو بھی آگاہ کیا گیا ہے کہ وہ افواہوں پر کان نہ دھریں اور سرکاری اعلانات پر ہی یقین رکھیں اجلاس میں فیصلہ کیا گیا کہ آئندہ ہفتے تک تمام امور کو حتمی شکل [3,948,82,1168]
article-block [87,21,203,1141]
article-text: کی جانب سے کہا گیا ہے کہ حکومت نے اس معاملے پر فوری کارروائی کا فیصلہ کیا ہے اور متعلقہ اداروں کو ہدایات جاری کر دی گئی ہیں جبکہ عوام کو [573,215,689,281]
article-block [694,21,810,133]
column-2 [812,21,933,1882]
continuation-number: 4 [943,563,953,579]
continuation-number: 10 [845,483,863,499]
continuation-label: بقیہ [648,1013,686,1037]
continuation-number: 41 [359,1333,378,1349]
article-text: کی جانب سے کہا گیا ہے کہ حکومت نے اس معاملے پر فوری کارروائی کا فیصلہ کیا ہے اور متعلقہ اداروں کو ہدایات جاری کر دی گئی ہیں جبکہ عوام کو بھی آگاہ کیا گیا ہے کہ وہ افواہوں پر کان نہ دھریں اور سرکاری اعلانات پر ہی یقین [3,1205,82,1369]
continuation-label: بقیہ [527,848,565,872]
article-block [815,21,931,133]
continuation-label: بقیہ [769,1246,807,1270]
continuation-label: بقیہ [41,918,79,942]
continuation-number: 2 [943,259,953,275]
article-text: کی جانب سے کہا گیا ہے کہ حکومت نے اس معاملے پر فوری کارروائی کا فیصلہ کیا ہے اور متعلقہ اداروں کو ہدایات جاری کر دی گئی ہیں جبکہ عوام کو بھی آگاہ کیا گیا ہے کہ وہ افواہوں پر کان نہ دھریں اور سرکاری اعلانات پر ہی یقین رکھیں اجلاس میں فیصلہ کیا گیا کہ آئندہ ہفتے تک تمام امور کو [694,794,810,930]
continuation-block-2 [936,250,998,409]
continuation-block-40 [329,1053,446,1324]
continuation-block-49 [3,1488,82,1689]
continuation-block-37 [451,1511,568,1628]
article-text: کی جانب سے کہا گیا ہے کہ حکومت نے اس معاملے پر فوری کارروائی کا فیصلہ کیا ہے اور متعلقہ اداروں کو ہدایات جاری کر دی گئی ہیں جبکہ عوام کو بھی آگاہ کیا گیا ہے کہ وہ افواہوں پر کان نہ دھریں اور سرکاری اعلانات پر ہی یقین رکھیں اجلاس میں فیصلہ کیا گیا کہ آئندہ ہفتے تک تمام امور کو حتمی شکل دے دی جائے گی وزیراعظم نے کہا کہ ملک ترقی کی راہ پر گامزن ہے کی جانب سے کہا گیا ہے کہ حکومت نے اس معاملے پر فوری کارروائی کا فیصلہ کیا ہے اور متعلقہ اداروں کو ہدایات جاری کر دی گئی ہیں جبکہ عوام کو بھی آگاہ کیا گیا ہے کہ وہ افواہوں پر کان نہ دھریں اور سرکاری اعلانات پر ہی یقین رکھیں اجلاس میں فیصلہ کیا گیا کہ آئندہ ہفتے تک تمام امور کو حتمی شکل دے دی جائے گی وزیراعظم نے کہا کہ ملک ترقی کی راہ پر گامزن ہے کی جانب سے کہا گیا ہے کہ حکومت نے اس معاملے پر فوری کارروائی کا فیصلہ کیا ہے اور متعلقہ اداروں کو ہدایات جاری کر دی گئی ہیں جبکہ عوام کو بھی آگاہ کیا گیا ہے کہ وہ افواہوں پر کان نہ دھریں اور سرکاری اعلانات پر ہی یقین رکھیں اجلاس میں فیصلہ کیا گیا کہ آئندہ ہفتے تک تمام امور کو حتمی شکل دے دی جائے گی وزیراعظم نے کہا کہ ملک ترقی کی راہ پر گامزن ہے کی جانب سے کہا گیا ہے کہ حکومت نے اس معاملے پر فوری کارروائی کا [451,285,568,841]
continuation-block-13 [815,1063,931,1208]
continuation-tag [696,936,808,962]
continuation-number: 38 [359,254,378,270]
column-6 [326,21,448,1882]
continuation-label: بقیہ [957,559,995,583]
article-text: کی جانب سے کہا گیا ہے کہ حکومت نے اس معاملے پر فوری کارروائی کا فیصلہ کیا ہے اور متعلقہ اداروں کو ہدایات جاری کر دی گئی ہیں جبکہ عوام کو بھی آگاہ کیا گیا ہے کہ وہ افواہوں پر کان نہ دھریں اور سرکاری اعلانات پر ہی یقین رکھیں اجلاس میں فیصلہ کیا گیا کہ آئندہ ہفتے تک تمام امور کو حتمی شکل دے دی جائے گی وزیراعظم نے کہا کہ ملک ترقی کی راہ پر گامزن ہے کی جانب سے کہا گیا ہے کہ حکومت نے اس معاملے پر فوری کارروائی کا فیصلہ کیا ہے اور متعلقہ اداروں کو ہدایات جاری کر دی گئی ہیں جبکہ عوام کو بھی آگاہ کیا گیا ہے کہ وہ افواہوں پر کان نہ دھریں اور سرکاری اعلانات پر ہی یقین رکھیں اجلاس میں فیصلہ کیا گیا کہ آئندہ ہفتے تک تمام امور کو حتمی شکل دے دی جائے گی وزیراعظم نے کہا کہ ملک ترقی کی راہ پر گامزن ہے کی جانب سے کہا گیا ہے کہ حکومت نے اس معاملے پر فوری کارروائی کا فیصلہ کیا ہے اور متعلقہ اداروں کو ہدایات جاری کر دی گئی ہیں جبکہ عوام کو بھی آگاہ کیا گیا ہے کہ وہ افواہوں پر کان نہ دھریں اور سرکاری اعلانات پر ہی یقین رکھیں اجلاس میں فیصلہ کیا گیا کہ آئندہ ہفتے تک تمام امور کو حتمی شکل دے دی جائے گی وزیراعظم نے کہا کہ ملک ترقی کی راہ پر گامزن ہے کی جانب سے کہا گیا ہے کہ حکومت نے اس معاملے پر فوری کارروائی کا فیصلہ کیا ہے اور متعلقہ اداروں کو ہدایات جاری کر دی گئی ہیں جبکہ عوام کو بھی آگاہ کیا گیا ہے کہ وہ افواہوں پر کان نہ دھریں اور سرکاری اعلانات پر ہی یقین رکھیں اجلاس میں فیصلہ کیا گیا کہ آئندہ ہفتے تک تمام امور کو حتمی شکل دے دی جائے گی وزیراعظم نے کہا کہ ملک ترقی کی راہ پر گامزن ہے کی جانب سے کہا گیا ہے کہ حکومت نے اس معاملے پر فوری کارروائی کا فیصلہ کیا ہے اور متعلقہ اداروں کو ہدایات جاری کر دی گئی ہیں جبکہ عوام کو بھی آگاہ کیا گیا ہے کہ وہ افواہوں پر کان نہ دھریں اور سرکاری اعلانات پر ہی یقین رکھیں اجلاس میں فیصلہ کیا گیا کہ آئندہ ہفتے تک تمام امور کو حتمی شکل دے دی جائے گی وزیراعظم نے کہا کہ ملک ترقی کی راہ پر گامزن ہے کی جانب سے کہا گیا ہے کہ حکومت نے اس معاملے پر فوری کارروائی کا فیصلہ کیا ہے اور متعلقہ اداروں کو ہدایات جاری کر دی گئی ہیں جبکہ عوام کو بھی آگاہ کیا گیا ہے کہ وہ افواہوں پر کان نہ دھریں اور سرکاری اعلانات پر ہی یقین رکھیں اجلاس میں فیصلہ کیا گیا کہ آئندہ ہفتے تک تمام امور کو حتمی شکل دے دی جائے گی وزیراعظم نے کہا کہ ملک ترقی کی راہ پر گامزن ہے کی جانب سے کہا گیا ہے کہ حکومت نے اس معاملے پر فوری کارروائی [208,23,324,1139]
article-text: کی جانب سے کہا گیا ہے کہ حکومت نے اس معاملے پر فوری کارروائی کا فیصلہ کیا ہے اور متعلقہ اداروں کو ہدایات جاری کر دی گئی ہیں جبکہ عوام کو بھی آگاہ کیا گیا ہے کہ وہ افواہوں پر کان نہ دھریں اور سرکاری اعلانات پر ہی یقین [815,23,931,131]
article-text: کی جانب سے کہا گیا ہے کہ حکومت نے اس معاملے پر فوری کارروائی کا فیصلہ کیا ہے اور [573,23,689,61]
continuation-block-9 [815,133,931,474]
article-text: کی جانب سے کہا گیا ہے کہ [694,1515,810,1525]
article-text: کی جانب سے کہا گیا ہے کہ حکومت نے اس معاملے پر فوری کارروائی کا فیصلہ کیا ہے اور [694,967,810,1005]
continuation-tag [817,1006,929,1032]
continuation-tag [453,847,566,873]
continuation-label: بقیہ [769,1485,807,1509]
continuation-number: 25 [603,72,621,88]
continuation-label: بقیہ [527,124,565,148]
continuation-block-18 [694,932,810,1007]
continuation-block-48 [3,1371,82,1488]
